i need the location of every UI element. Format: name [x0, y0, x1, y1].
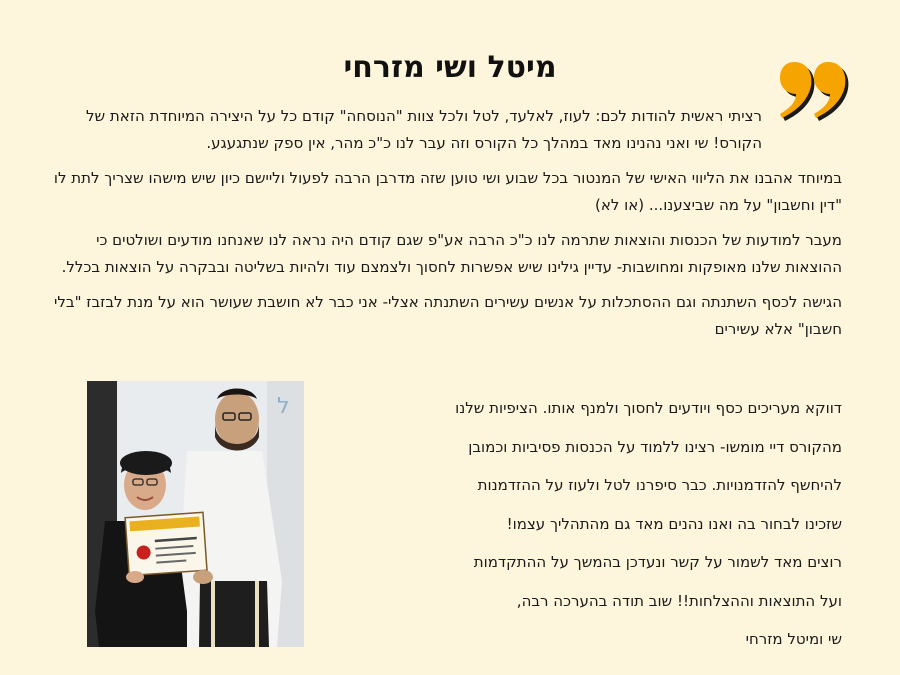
text-line: רוצים מאד לשמור על קשר ונעדכן בהמשך על ההתקדמות — [473, 553, 842, 571]
paragraph-2: במיוחד אהבנו את הליווי האישי של המנטור בכל שבוע ושי טוען שזה מדרבן הרבה לפעול וליישם כיון שיש מישהו שצריך לתת לו "דין וחשבון" על מה שביצענו... (או לא) — [53, 169, 842, 214]
paragraph-4: הגישה לכסף השתנתה וגם ההסתכלות על אנשים עשירים השתנתה אצלי- אני כבר לא חושבת שעושר הוא על מנת לבזבז "בלי חשבון" אלא עשירים — [54, 293, 842, 338]
text-line: שזכינו לבחור בה ואנו נהנים מאד גם מהתהליך עצמו! — [506, 514, 842, 533]
testimonial-continued — [362, 389, 842, 659]
page-title: מיטל ושי מזרחי — [343, 50, 557, 85]
paragraph-1: רציתי ראשית להודות לכם: לעוז, לאלעד, לטל ולכל צוות "הנוסחה" קודם כל על היצירה המיוחדת הזאת של הקורס! שי ואני נהנינו מאד במהלך כל הקורס וזה עבר לנו כ"כ מהר, אין ספק שנתגעגע. — [86, 107, 762, 152]
text-line: להיחשף להזדמנויות. כבר סיפרנו לטל ולעוז על ההזדמנות — [477, 476, 842, 494]
text-line: ועל התוצאות וההצלחות!! שוב תודה בהערכה רבה, — [516, 591, 842, 610]
text-line: דווקא מעריכים כסף ויודעים לחסוך ולמנף אותו. הציפיות שלנו — [455, 399, 842, 417]
couple-photo — [87, 381, 304, 647]
signature-line: שי ומיטל מזרחי — [745, 630, 842, 648]
testimonial-text — [52, 103, 842, 351]
paragraph-3: מעבר למודעות של הכנסות והוצאות שתרמה לנו כ"כ הרבה אע"פ שגם קודם היה נראה לנו שאנחנו מודעים ושולטים כי ההוצאות שלנו מאופקות ומחושבות- עדיין גילינו שיש אפשרות לחסוך ולצמצם עוד ולהיות בשליטה ובבקרה על הוצאות בכלל. — [61, 231, 842, 276]
svg-text:ל: ל — [277, 394, 290, 419]
text-line: מהקורס דיי מומשו- רצינו ללמוד על הכנסות פסיביות וכמובן — [468, 437, 842, 456]
